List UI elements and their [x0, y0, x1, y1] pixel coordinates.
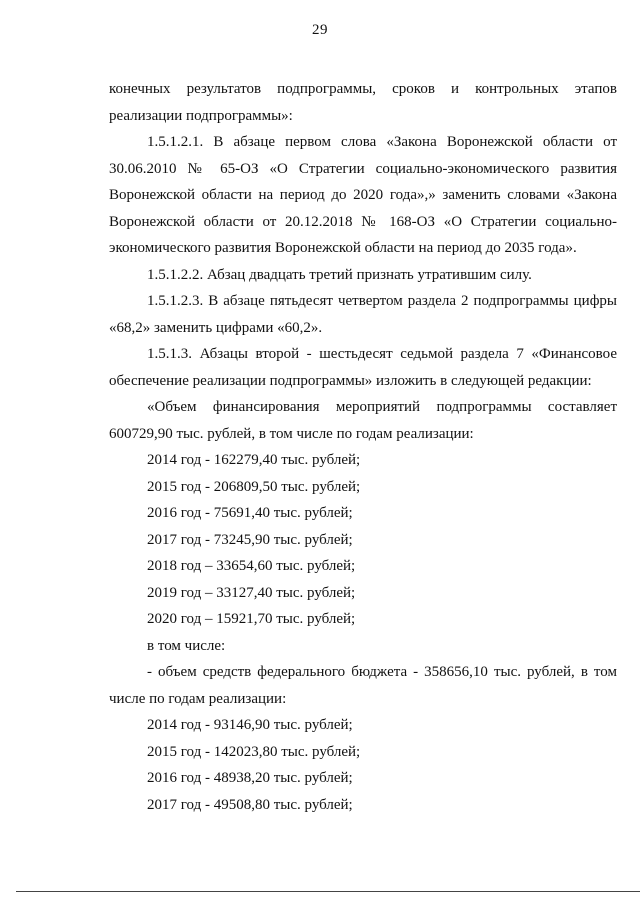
year-total-2020: 2020 год – 15921,70 тыс. рублей; [147, 611, 356, 627]
in-that-number: в том числе: [147, 637, 226, 654]
paragraph-1-5-1-2-2: 1.5.1.2.2. Абзац двадцать третий признать утратившим силу. [147, 266, 532, 283]
page-number: 29 [312, 22, 328, 38]
federal-budget-paragraph: - объем средств федерального бюджета - 358656,10 тыс. рублей, в том числе по годам реализации: [109, 664, 617, 707]
year-federal-2014: 2014 год - 93146,90 тыс. рублей; [147, 717, 353, 733]
year-total-2018: 2018 год – 33654,60 тыс. рублей; [147, 558, 356, 574]
year-total-2015: 2015 год - 206809,50 тыс. рублей; [147, 478, 361, 495]
year-federal-2015: 2015 год - 142023,80 тыс. рублей; [147, 743, 361, 760]
paragraph-funding-volume: «Объем финансирования мероприятий подпрограммы составляет 600729,90 тыс. рублей, в том числе по годам реализации: [109, 399, 617, 442]
paragraph-1-5-1-2-3: 1.5.1.2.3. В абзаце пятьдесят четвертом раздела 2 подпрограммы цифры «68,2» заменить цифрами «60,2». [109, 293, 617, 336]
paragraph-continuation-line-2: реализации подпрограммы»: [109, 107, 293, 124]
paragraph-continuation-line-1: конечных результатов подпрограммы, сроков и контрольных этапов [109, 81, 617, 97]
year-total-2014: 2014 год - 162279,40 тыс. рублей; [147, 452, 361, 468]
year-total-2019: 2019 год – 33127,40 тыс. рублей; [147, 584, 356, 601]
paragraph-1-5-1-3: 1.5.1.3. Абзацы второй - шестьдесят седьмой раздела 7 «Финансовое обеспечение реализации подпрограммы» изложить в следующей редакции: [109, 346, 617, 389]
year-federal-2016: 2016 год - 48938,20 тыс. рублей; [147, 770, 353, 786]
scan-edge-line [16, 891, 640, 892]
paragraph-1-5-1-2-1: 1.5.1.2.1. В абзаце первом слова «Закона Воронежской области от 30.06.2010 № 65-ОЗ «О Стратегии социально-экономического развития Воронежской области на период до 2020 года»,» заменить словами «Закона Воронежской области от 20.12.2018 № 168-ОЗ «О Стратегии социально-экономического развития Воронежской области на период до 2035 года». [109, 134, 617, 256]
document-body [109, 76, 617, 818]
year-total-2016: 2016 год - 75691,40 тыс. рублей; [147, 505, 353, 521]
year-total-2017: 2017 год - 73245,90 тыс. рублей; [147, 531, 353, 548]
year-federal-2017: 2017 год - 49508,80 тыс. рублей; [147, 796, 353, 813]
